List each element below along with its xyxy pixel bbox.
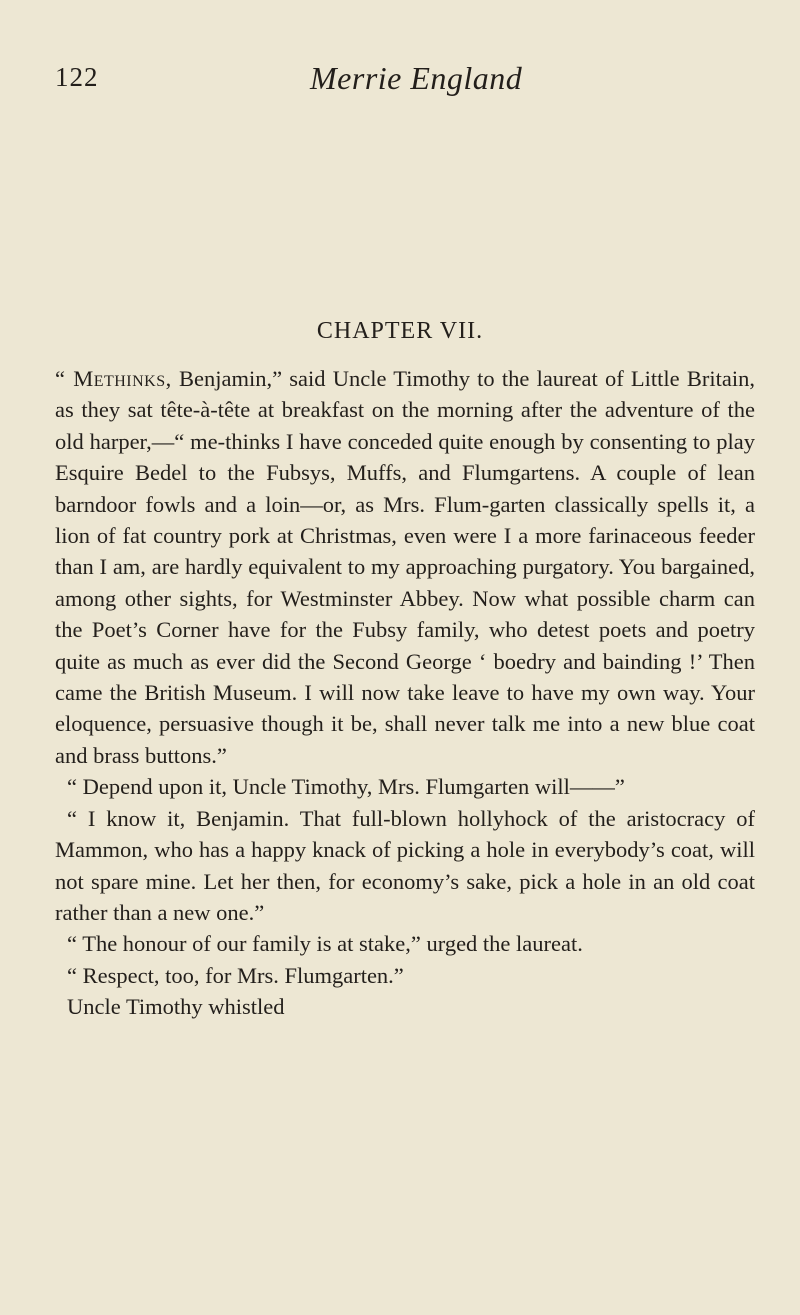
paragraph-5: “ Respect, too, for Mrs. Flumgarten.” xyxy=(67,962,404,988)
paragraph-2: “ Depend upon it, Uncle Timothy, Mrs. Flumgarten will——” xyxy=(67,774,625,800)
opening-words: “ Methinks, xyxy=(55,366,172,391)
paragraph-1-text: Benjamin,” said Uncle Timothy to the laureat of Little Britain, as they sat tête-à-tête at breakfast on the morning after the adventure of the old harper,—“ me-thinks I have conceded quite enough by consenting to play Esquire Bedel to the Fubsys, Muffs, and Flumgartens. A couple of lean barndoor fowls and a loin—or, as Mrs. Flum-garten classically spells it, a lion of fat country pork at Christmas, even were I a more farinaceous feeder than I am, are hardly equivalent to my approaching purgatory. You bargained, among other sights, for Westminster Abbey. Now what possible charm can the Poet’s Corner have for the Fubsy family, who detest poets and poetry quite as much as ever did the Second George ‘ boedry and bainding !’ Then came the British Museum. I will now take leave to have my own way. Your eloquence, persuasive though it be, shall never talk me into a new blue coat and brass buttons.” xyxy=(55,366,755,768)
paragraph-1 xyxy=(55,363,755,771)
paragraph-4: “ The honour of our family is at stake,” urged the laureat. xyxy=(67,931,583,957)
page-number: 122 xyxy=(55,62,99,92)
running-title: Merrie England xyxy=(310,60,523,96)
paragraph-6: Uncle Timothy whistled xyxy=(67,994,285,1020)
paragraph-3: “ I know it, Benjamin. That full-blown hollyhock of the aristocracy of Mammon, who has a happy knack of picking a hole in everybody’s coat, will not spare mine. Let her then, for economy’s sake, pick a hole in an old coat rather than a new one.” xyxy=(55,805,755,925)
running-head xyxy=(55,60,745,100)
chapter-heading: CHAPTER VII. xyxy=(316,318,484,344)
body-text xyxy=(55,363,755,1023)
